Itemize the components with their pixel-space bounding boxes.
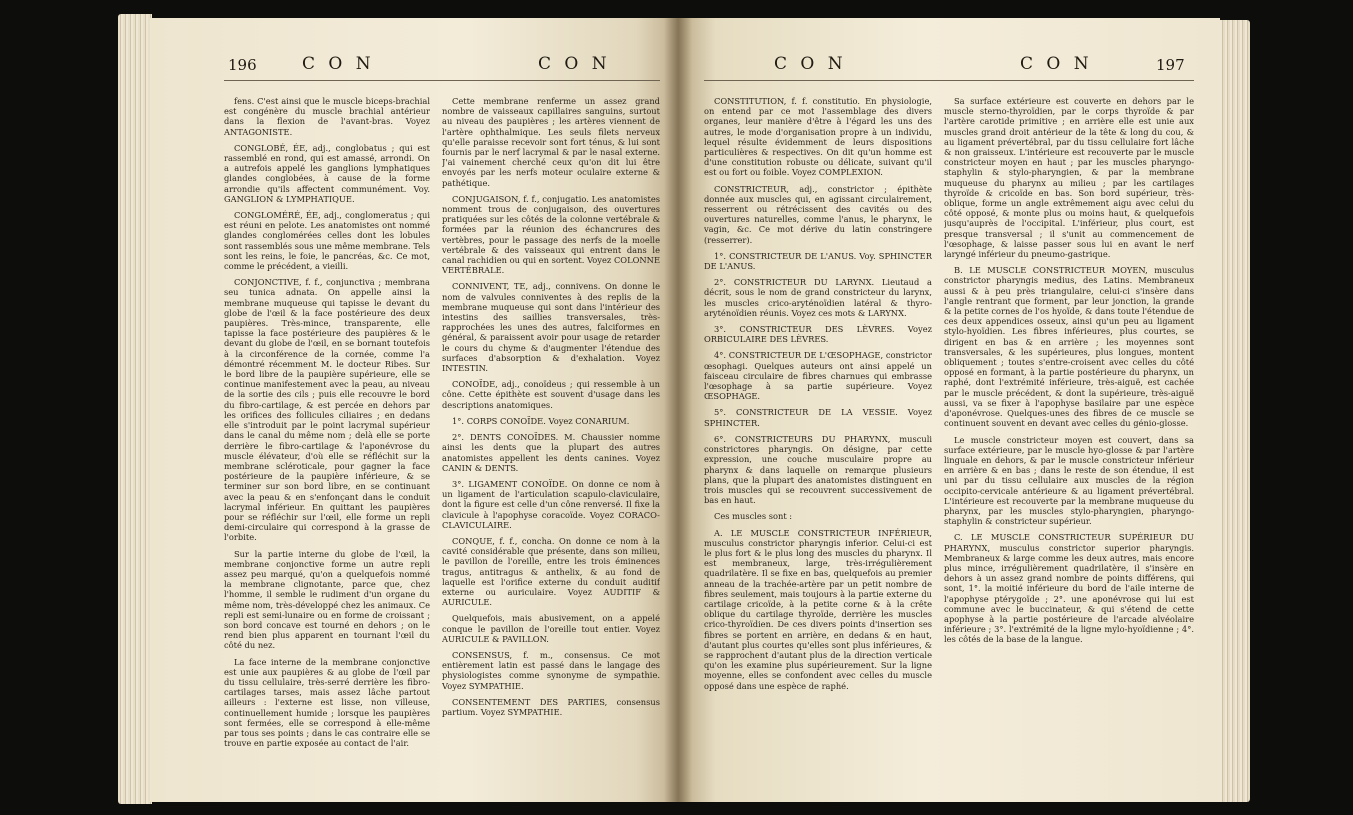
entry-paragraph: La face interne de la membrane conjonctive est unie aux paupières & au globe de l'œil par du tissu cellulaire, très-serré derrière les fibro-cartilages tarses, mais assez lâche partout ailleurs : l'externe est lisse, non villeuse, continuellement humide ; lorsque les paupières sont fermées, elle se correspond à elle-même par tous ses points ; dans le cas contraire elle se trouve en partie exposée au contact de l'air. — [224, 656, 430, 749]
entry-paragraph: 4°. CONSTRICTEUR DE L'ŒSOPHAGE, constrictor œsophagi. Quelques auteurs ont ainsi appelé un faisceau circulaire de fibres charnues qui embrasse l'œsophage à sa partie supérieure. Voyez ŒSOPHAGE. — [704, 350, 932, 402]
entry-paragraph: 1°. CONSTRICTEUR DE L'ANUS. Voy. SPHINCTER DE L'ANUS. — [704, 250, 932, 272]
right-running-head-2: C O N — [1020, 54, 1093, 74]
entry-paragraph: CONGLOMÉRÉ, ÉE, adj., conglomeratus ; qui est réuni en pelote. Les anatomistes ont nommé glandes conglomérées celles dont les lobules sont rassemblés sous une même membrane. Tels sont les reins, le foie, le pancréas, &c. Ce mot, comme le précédent, a vieilli. — [224, 210, 430, 272]
entry-paragraph: Quelquefois, mais abusivement, on a appelé conque le pavillon de l'oreille tout entier. Voyez AURICULE & PAVILLON. — [442, 613, 660, 644]
left-page — [150, 18, 678, 802]
entry-paragraph: B. LE MUSCLE CONSTRICTEUR MOYEN, musculus constrictor pharyngis medius, des Latins. Membraneux aussi & à peu près triangulaire, celui-ci s'insère dans l'angle rentrant que forment, par leur jonction, la grande & la petite cornes de l'os hyoïde, & dans toute l'étendue de ces deux appendices osseux, ainsi qu'un peu au ligament stylo-hyoïdien. Les fibres inférieures, plus courtes, se dirigent en bas & en arrière ; les moyennes sont transversales, & les supérieures, plus longues, montent obliquement ; toutes s'entre-croisent avec celles du côté opposé en formant, à la partie postérieure du pharynx, un raphé, dont l'extrémité inférieure, très-aiguë, est cachée par le muscle précédent, & dont la supérieure, très-aiguë aussi, va se fixer à l'apophyse basilaire par une espèce d'aponévrose. Quelques-unes des fibres de ce muscle se continuent souvent en devant avec celles du génio-glosse. — [944, 265, 1194, 429]
entry-paragraph: CONGLOBÉ, ÉE, adj., conglobatus ; qui est rassemblé en rond, qui est amassé, arrondi. On a autrefois appelé les ganglions lymphatiques glandes conglobées, à cause de la forme arrondie qu'ils affectent communément. Voy. GANGLION & LYMPHATIQUE. — [224, 142, 430, 204]
left-page-number: 196 — [228, 56, 257, 74]
entry-paragraph: 3°. LIGAMENT CONOÏDE. On donne ce nom à un ligament de l'articulation scapulo-claviculaire, dont la figure est celle d'un cône renversé. Il fixe la clavicule à l'apophyse coracoïde. Voyez CORACO-CLAVICULAIRE. — [442, 478, 660, 530]
right-page-number: 197 — [1156, 56, 1185, 74]
right-running-head-1: C O N — [774, 54, 847, 74]
entry-paragraph: Sa surface extérieure est couverte en dehors par le muscle sterno-thyroïdien, par le corps thyroïde & par l'artère carotide primitive ; en arrière elle est unie aux muscles grand droit antérieur de la tête & long du cou, & au ligament prévertébral, par du tissu cellulaire fort lâche & non graisseux. L'intérieure est recouverte par le muscle constricteur moyen en haut ; par les muscles pharyngo-staphylin & stylo-pharyngien, & par la membrane muqueuse du pharynx au milieu ; par les cartilages thyroïde & cricoïde en bas. Son bord supérieur, très-oblique, forme un angle extrêmement aigu avec celui du côté opposé, & monte plus ou moins haut, & quelquefois jusqu'auprès de l'occipital. L'inférieur, plus court, est presque transversal ; il s'unit au commencement de l'œsophage, & laisse passer sous lui en avant le nerf laryngé inférieur du pneumo-gastrique. — [944, 96, 1194, 260]
right-header-rule — [704, 80, 1194, 81]
entry-paragraph: Cette membrane renferme un assez grand nombre de vaisseaux capillaires sanguins, surtout au niveau des paupières ; les artères viennent de l'artère ophthalmique. Les seuls filets nerveux qu'elle paraisse recevoir sont fort ténus, & lui sont fournis par le nerf lacrymal & par le nasal externe. J'ai vainement cherché ceux qu'on dit lui être envoyés par les nerfs moteur oculaire externe & pathétique. — [442, 96, 660, 188]
left-header-rule — [224, 80, 660, 81]
left-page-edges — [118, 14, 152, 804]
entry-paragraph: CONQUE, f. f., concha. On donne ce nom à la cavité considérable que présente, dans son milieu, le pavillon de l'oreille, entre les trois éminences tragus, antitragus & anthelix, & au fond de laquelle est l'orifice externe du conduit auditif externe ou auriculaire. Voyez AUDITIF & AURICULE. — [442, 535, 660, 608]
entry-paragraph: CONSENTEMENT DES PARTIES, consensus partium. Voyez SYMPATHIE. — [442, 696, 660, 717]
left-column-2 — [442, 96, 660, 792]
entry-paragraph: CONNIVENT, TE, adj., connivens. On donne le nom de valvules conniventes à des replis de la membrane muqueuse qui sont dans l'intérieur des intestins des saillies transversales, très-rapprochées les unes des autres, falciformes en général, & paraissent avoir pour usage de retarder le cours du chyme & d'augmenter l'étendue des surfaces d'absorption & d'exhalation. Voyez INTESTIN. — [442, 281, 660, 374]
left-running-head-1: C O N — [302, 54, 375, 74]
entry-paragraph: Le muscle constricteur moyen est couvert, dans sa surface extérieure, par le muscle hyo-glosse & par l'artère linguale en dehors, & par le muscle constricteur inférieur en arrière & en bas ; dans le reste de son étendue, il est uni par du tissu cellulaire aux muscles de la région occipito-cervicale antérieure & au ligament prévertébral. L'intérieure est recouverte par la membrane muqueuse du pharynx, par les muscles stylo-pharyngien, pharyngo-staphylin & constricteur supérieur. — [944, 434, 1194, 527]
entry-paragraph: CONSTRICTEUR, adj., constrictor ; épithète donnée aux muscles qui, en agissant circulairement, resserrent ou rétrécissent des cavités ou des ouvertures naturelles, comme l'anus, le pharynx, le vagin, &c. Ce mot dérive du latin constringere (resserrer). — [704, 183, 932, 245]
right-column-2 — [944, 96, 1194, 792]
entry-paragraph: 1°. CORPS CONOÏDE. Voyez CONARIUM. — [452, 415, 630, 426]
left-column-1 — [224, 96, 430, 792]
entry-paragraph: CONSENSUS, f. m., consensus. Ce mot entièrement latin est passé dans le langage des physiologistes comme synonyme de sympathie. Voyez SYMPATHIE. — [442, 649, 660, 691]
entry-paragraph: 2°. CONSTRICTEUR DU LARYNX. Lieutaud a décrit, sous le nom de grand constricteur du larynx, les muscles crico-aryténoïdien latéral & thyro-aryténoïdien réunis. Voyez ces mots & LARYNX. — [704, 277, 932, 318]
entry-paragraph: CONJUGAISON, f. f., conjugatio. Les anatomistes nomment trous de conjugaison, des ouvertures pratiquées sur les côtés de la colonne vertébrale & formées par la réunion des échancrures des vertèbres, pour le passage des nerfs de la moelle vertébrale & des vaisseaux qui entrent dans le canal rachidien ou qui en sortent. Voyez COLONNE VERTÉBRALE. — [442, 193, 660, 276]
book-gutter-shadow — [664, 18, 692, 802]
entry-paragraph: 6°. CONSTRICTEURS DU PHARYNX, musculi constrictores pharyngis. On désigne, par cette expression, une couche musculaire propre au pharynx & dans laquelle on remarque plusieurs plans, que la plupart des anatomistes distinguent en trois muscles qui se recouvrent successivement de bas en haut. — [704, 433, 932, 506]
entry-paragraph: A. LE MUSCLE CONSTRICTEUR INFÉRIEUR, musculus constrictor pharyngis inferior. Celui-ci est le plus fort & le plus long des muscles du pharynx. Il est membraneux, large, très-irrégulièrement quadrilatère. Il se fixe en bas, quelquefois au premier anneau de la trachée-artère par un petit nombre de fibres seulement, mais toujours à la partie externe du cartilage cricoïde, à la petite corne & à la crête oblique du cartilage thyroïde, derrière les muscles crico-thyroïdien. De ces divers points d'insertion ses fibres se portent en arrière, en dedans & en haut, d'autant plus courtes qu'elles sont plus inférieures, & se rapprochent d'autant plus de la direction verticale qu'on les examine plus supérieurement. Sur la ligne moyenne, elles se confondent avec celles du muscle opposé dans une espèce de raphé. — [704, 527, 932, 691]
right-page-edges — [1220, 20, 1250, 802]
entry-paragraph: CONJONCTIVE, f. f., conjunctiva ; membrana seu tunica adnata. On appelle ainsi la membrane muqueuse qui tapisse le devant du globe de l'œil & la face postérieure des deux paupières. Très-mince, transparente, elle tapisse la face postérieure des paupières & le devant du globe de l'œil, en se bornant toutefois à la circonférence de la cornée, comme l'a démontré récemment M. le docteur Ribes. Sur le bord libre de la paupière supérieure, elle se continue manifestement avec la peau, au niveau de la sortie des cils ; puis elle recouvre le bord du fibro-cartilage, & est percée en dehors par les orifices des follicules ciliaires ; en dedans elle s'introduit par le point lacrymal supérieur dans le canal du même nom ; delà elle se porte derrière le fibro-cartilage & l'aponévrose du muscle élévateur, d'où elle se réfléchit sur la membrane scléroticale, pour gagner la face postérieure de la paupière inférieure, & se terminer sur son bord libre, en se continuant avec la peau & en s'enfonçant dans le conduit lacrymal inférieur. En quittant les paupières pour se réfléchir sur l'œil, elle forme un repli demi-circulaire qui correspond à la grasse de l'orbite. — [224, 277, 430, 543]
left-running-head-2: C O N — [538, 54, 611, 74]
right-column-1 — [704, 96, 932, 792]
entry-paragraph: CONOÏDE, adj., conoïdeus ; qui ressemble à un cône. Cette épithète est souvent d'usage dans les descriptions anatomiques. — [442, 379, 660, 410]
entry-paragraph: Ces muscles sont : — [714, 511, 793, 522]
right-page — [678, 18, 1220, 802]
entry-paragraph: 2°. DENTS CONOÏDES. M. Chaussier nomme ainsi les dents que la plupart des autres anatomistes appellent les dents canines. Voyez CANIN & DENTS. — [442, 432, 660, 473]
entry-paragraph: 5°. CONSTRICTEUR DE LA VESSIE. Voyez SPHINCTER. — [704, 407, 932, 428]
entry-paragraph: 3°. CONSTRICTEUR DES LÈVRES. Voyez ORBICULAIRE DES LÈVRES. — [704, 324, 932, 345]
entry-paragraph: CONSTITUTION, f. f. constitutio. En physiologie, on entend par ce mot l'assemblage des divers organes, leur manière d'être à l'égard les uns des autres, le mode d'organisation propre à un individu, lequel résulte évidemment de leurs dispositions particulières & respectives. On dit qu'un homme est d'une constitution robuste ou délicate, suivant qu'il est ou fort ou foible. Voyez COMPLEXION. — [704, 96, 932, 178]
entry-paragraph: fens. C'est ainsi que le muscle biceps-brachial est congénère du muscle brachial antérieur dans la flexion de l'avant-bras. Voyez ANTAGONISTE. — [224, 96, 430, 137]
entry-paragraph: Sur la partie interne du globe de l'œil, la membrane conjonctive forme un autre repli assez peu marqué, qu'on a quelquefois nommé la membrane clignotante, parce que, chez l'homme, il semble le rudiment d'un organe du même nom, très-développé chez les animaux. Ce repli est semi-lunaire ou en forme de croissant ; son bord concave est tourné en dehors ; on le rend bien plus apparent en tournant l'œil du côté du nez. — [224, 548, 430, 651]
entry-paragraph: C. LE MUSCLE CONSTRICTEUR SUPÉRIEUR DU PHARYNX, musculus constrictor superior pharyngis. Membraneux & large comme les deux autres, mais encore plus mince, irrégulièrement quadrilatère, il s'insère en dehors à un assez grand nombre de points différens, qui sont, 1°. la moitié inférieure du bord de l'aile interne de l'apophyse ptérygoïde ; 2°. une aponévrose qui lui est commune avec le buccinateur, & qui s'étend de cette apophyse à la partie postérieure de l'arcade alvéolaire inférieure ; 3°. l'extrémité de la ligne mylo-hyoïdienne ; 4°. les côtés de la base de la langue. — [944, 532, 1194, 645]
